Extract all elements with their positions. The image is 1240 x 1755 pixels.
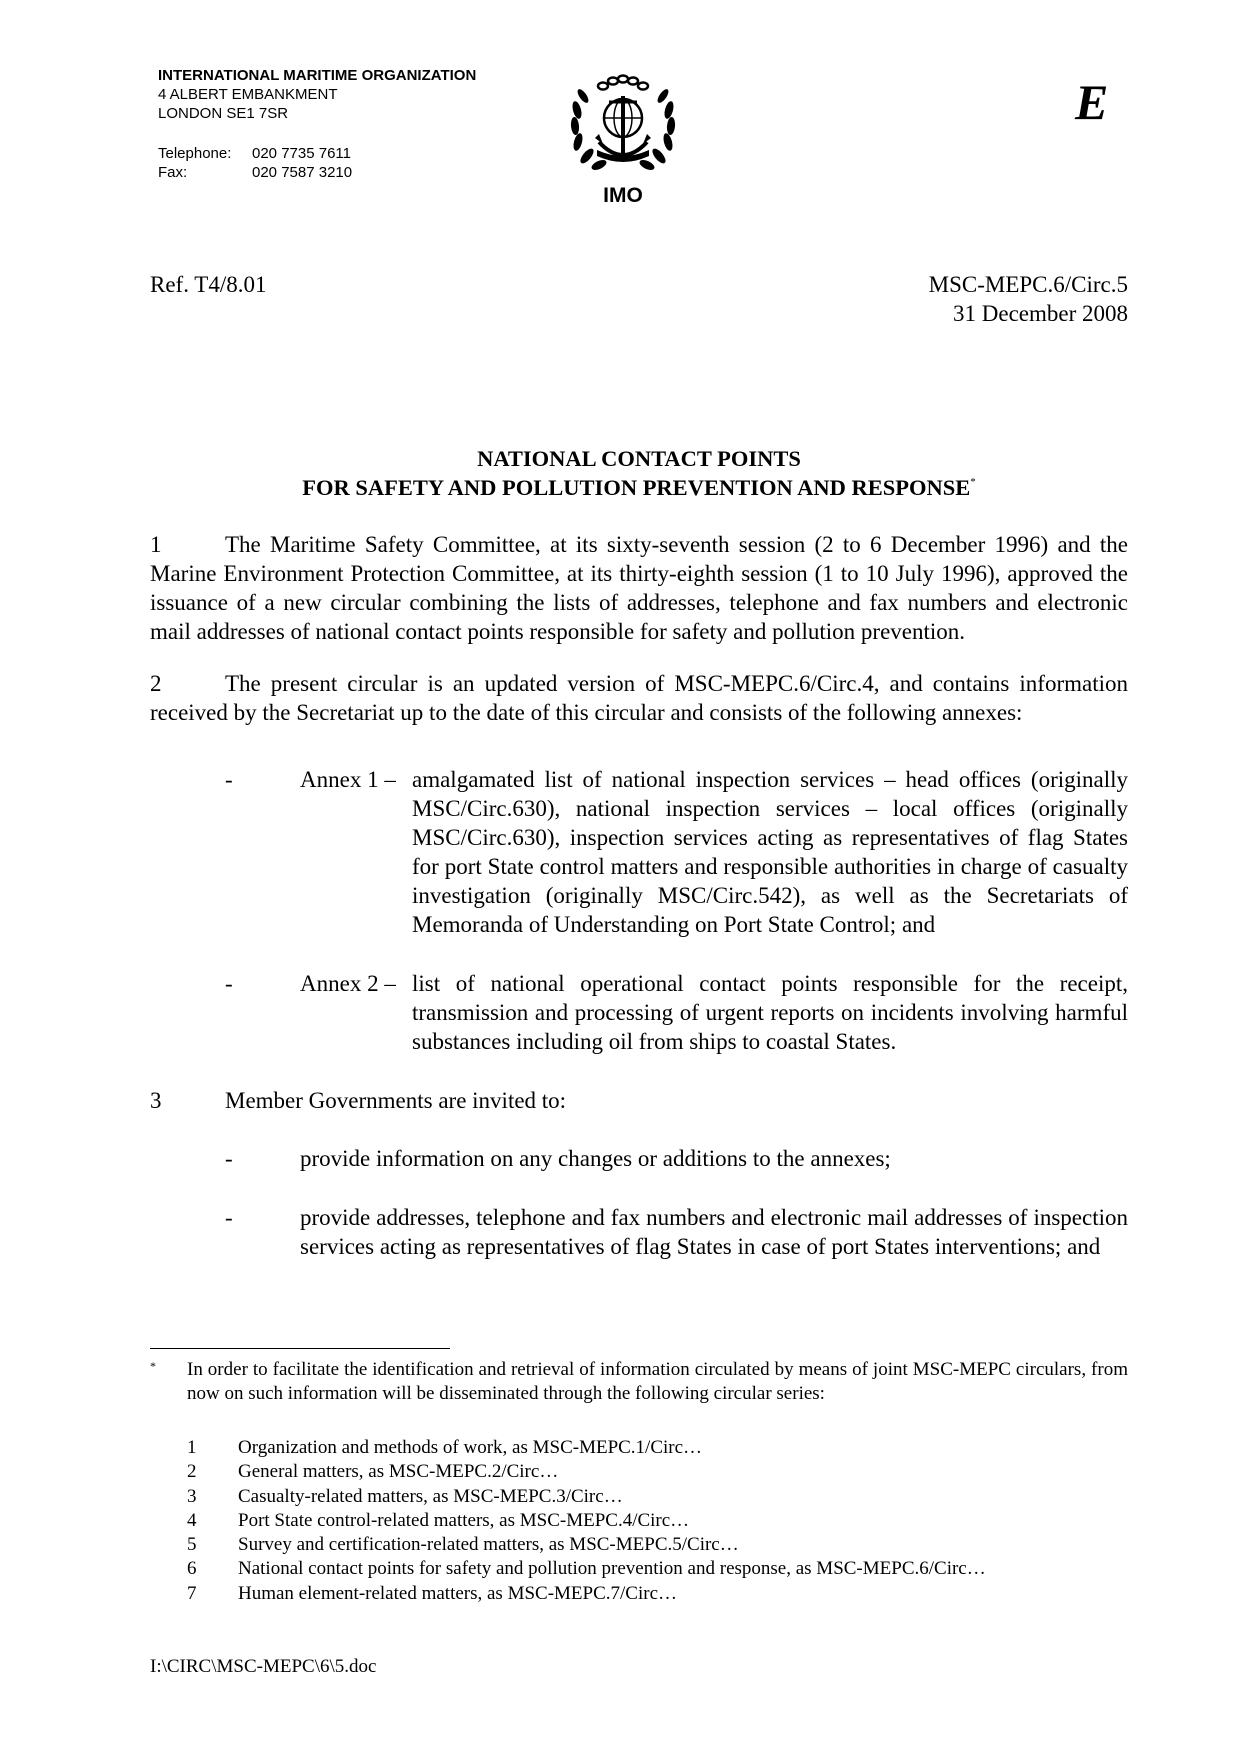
list-dash: - <box>225 971 233 996</box>
circular-series-list <box>187 1436 1087 1606</box>
title-footnote-mark: * <box>970 476 976 488</box>
organization-name: INTERNATIONAL MARITIME ORGANIZATION <box>158 67 477 84</box>
list-item-number: 4 <box>187 1509 197 1531</box>
invitation-item-2 <box>150 1203 1128 1261</box>
invitation-item-1 <box>150 1144 1128 1173</box>
circular-date: 31 December 2008 <box>953 301 1128 326</box>
circular-info <box>929 270 1128 328</box>
paragraph-text: The Maritime Safety Committee, at its sixty-seventh session (2 to 6 December 1996) and the Marine Environment Protection Committee, at its thirty-eighth session (1 to 10 July 1996), approved the issuance of a new circular combining the lists of addresses, telephone and fax numbers and electronic mail addresses of national contact points responsible for safety and pollution prevention. <box>150 532 1128 644</box>
annex-label: Annex 1 – <box>300 767 396 792</box>
address-line-2: LONDON SE1 7SR <box>158 105 289 122</box>
list-item-number: 6 <box>187 1558 197 1580</box>
annex-2-item <box>150 969 1128 1056</box>
paragraph-number: 1 <box>150 532 162 557</box>
list-item <box>187 1485 1087 1509</box>
address-line-1: 4 ALBERT EMBANKMENT <box>158 86 338 103</box>
list-item-text: Human element-related matters, as MSC-MEPC.7/Circ… <box>238 1582 678 1604</box>
title-line-2 <box>150 473 1128 502</box>
list-item-number: 7 <box>187 1582 197 1604</box>
language-indicator: E <box>1075 74 1109 130</box>
list-dash: - <box>225 1205 233 1230</box>
footnote-text: In order to facilitate the identification and retrieval of information circulated by means of joint MSC-MEPC circulars, from now on such information will be disseminated through the following circular series: <box>187 1359 1128 1404</box>
contact-details <box>158 144 352 182</box>
list-item-text: provide information on any changes or additions to the annexes; <box>300 1146 891 1171</box>
file-path: I:\CIRC\MSC-MEPC\6\5.doc <box>150 1656 377 1677</box>
reference-number: Ref. T4/8.01 <box>150 272 267 297</box>
annex-text: list of national operational contact points responsible for the receipt, transmission and processing of urgent reports on incidents involving harmful substances including oil from ships to coastal States. <box>412 971 1128 1054</box>
list-item-text: Organization and methods of work, as MSC-MEPC.1/Circ… <box>238 1437 703 1458</box>
list-item-number: 1 <box>187 1437 197 1458</box>
list-item-text: Casualty-related matters, as MSC-MEPC.3/Circ… <box>238 1485 623 1507</box>
list-item <box>187 1582 1087 1606</box>
list-dash: - <box>225 767 233 792</box>
paragraph-1 <box>150 530 1128 646</box>
paragraph-text: The present circular is an updated version of MSC-MEPC.6/Circ.4, and contains information received by the Secretariat up to the date of this circular and consists of the following annexes: <box>150 671 1128 725</box>
fax-label: Fax: <box>158 164 188 181</box>
footnote-mark: * <box>150 1359 156 1373</box>
list-item <box>187 1436 1087 1460</box>
paragraph-number: 2 <box>150 671 162 696</box>
list-item <box>187 1509 1087 1533</box>
document-title <box>150 444 1128 502</box>
title-line-1: NATIONAL CONTACT POINTS <box>477 446 801 471</box>
logo-text: IMO <box>603 184 643 207</box>
telephone-number: 020 7735 7611 <box>252 145 351 162</box>
annex-text: amalgamated list of national inspection services – head offices (originally MSC/Circ.630), national inspection services – local offices (originally MSC/Circ.630), inspection services acting as representatives of flag States for port State control matters and responsible authorities in charge of casualty investigation (originally MSC/Circ.542), as well as the Secretariats of Memoranda of Understanding on Port State Control; and <box>412 767 1128 937</box>
list-item-text: General matters, as MSC-MEPC.2/Circ… <box>238 1461 559 1483</box>
list-item <box>187 1557 1087 1581</box>
list-item <box>187 1533 1087 1557</box>
list-item-text: provide addresses, telephone and fax numbers and electronic mail addresses of inspection services acting as representatives of flag States in case of port States interventions; and <box>300 1205 1128 1259</box>
paragraph-2 <box>150 669 1128 727</box>
list-item-text: Port State control-related matters, as MSC-MEPC.4/Circ… <box>238 1509 690 1531</box>
fax-row <box>158 163 352 182</box>
imo-emblem-icon <box>563 72 683 176</box>
list-item-text: Survey and certification-related matters, as MSC-MEPC.5/Circ… <box>238 1534 739 1556</box>
list-item <box>187 1460 1087 1484</box>
annex-1-item <box>150 765 1128 939</box>
telephone-label: Telephone: <box>158 145 232 162</box>
fax-number: 020 7587 3210 <box>252 164 353 181</box>
organization-address <box>158 66 476 123</box>
paragraph-3 <box>150 1086 1128 1115</box>
title-line-2-text: FOR SAFETY AND POLLUTION PREVENTION AND RESPONSE <box>302 475 971 500</box>
list-item-number: 5 <box>187 1534 197 1556</box>
list-item-number: 3 <box>187 1485 197 1507</box>
annex-label: Annex 2 – <box>300 971 396 996</box>
telephone-row <box>158 144 352 163</box>
list-item-number: 2 <box>187 1461 197 1483</box>
circular-number: MSC-MEPC.6/Circ.5 <box>928 272 1128 297</box>
paragraph-number: 3 <box>150 1088 162 1113</box>
footnote <box>150 1358 1128 1406</box>
list-dash: - <box>225 1146 233 1171</box>
paragraph-text: Member Governments are invited to: <box>225 1088 567 1113</box>
footnote-separator <box>150 1348 450 1349</box>
list-item-text: National contact points for safety and pollution prevention and response, as MSC-MEPC.6/Circ… <box>238 1558 986 1580</box>
